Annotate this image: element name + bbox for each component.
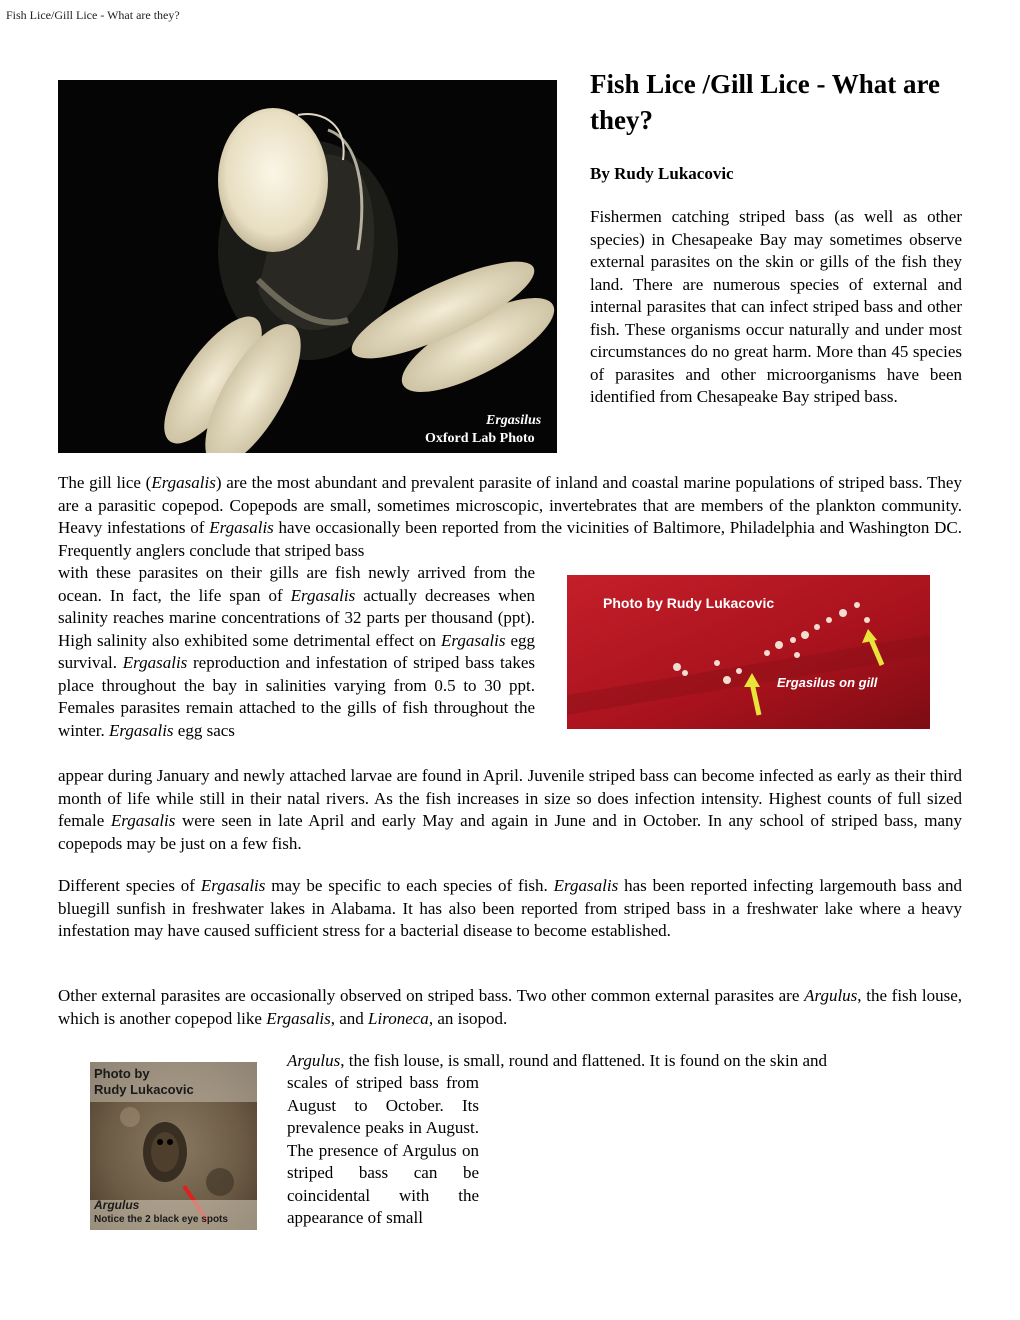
gill-lice-paragraph-top: The gill lice (Ergasalis) are the most abundant and prevalent parasite of inland and coastal marine populations of striped bass. They are a parasitic copepod. Copepods are small, sometimes microscopic, invertebrates that are members of the plankton community. Heavy infestations of Ergasalis have occasionally been reported from the vicinities of Baltimore, Philadelphia and Washington DC. Frequently anglers conclude that striped bass	[58, 473, 963, 560]
argulus-paragraph-top: Argulus, the fish louse, is small, round and flattened. It is found on the skin and	[287, 1051, 828, 1070]
argulus-paragraph-column: scales of striped bass from August to October. Its prevalence peaks in August. The presence of Argulus on striped bass can be coincidental with the appearance of small	[287, 1073, 479, 1227]
argulus-species-label: Argulus	[94, 1198, 140, 1212]
window-title: Fish Lice/Gill Lice - What are they?	[6, 8, 180, 22]
ergasilus-caption-species: Ergasilus	[486, 413, 542, 428]
ergasilus-lab-image	[58, 80, 557, 453]
species-paragraph: Different species of Ergasalis may be specific to each species of fish. Ergasalis has been reported infecting largemouth bass and bluegill sunfish in freshwater lakes in Alabama. It has also been reported from striped bass in a freshwater lake where a heavy infestation may have caused sufficient stress for a bacterial disease to become established.	[58, 876, 962, 940]
gill-lice-paragraph-wrap: with these parasites on their gills are fish newly arrived from the ocean. In fact, the life span of Ergasalis actually decreases when salinity reaches marine concentrations of 32 parts per thousand (ppt). High salinity also exhibited some detrimental effect on Ergasalis egg survival. Ergasalis reproduction and infestation of striped bass takes place throughout the bay in salinities varying from 0.5 to 30 ppt. Females parasites remain attached to the gills of fish throughout the winter. Ergasalis egg sacs	[58, 563, 536, 740]
article-title: Fish Lice /Gill Lice - What are they?	[590, 69, 940, 135]
gill-photo-label: Ergasilus on gill	[777, 675, 878, 690]
argulus-photo	[90, 1062, 257, 1230]
gill-lice-paragraph-bottom: appear during January and newly attached larvae are found in April. Juvenile striped bass can become infected as early as their third month of life while still in their natal rivers. As the fish increases in size so does infection intensity. Highest counts of full sized female Ergasalis were seen in late April and early May and again in June and in October. In any school of striped bass, many copepods may be just on a few fish.	[58, 766, 963, 853]
ergasilus-caption-credit: Oxford Lab Photo	[425, 431, 535, 446]
gill-photo-credit: Photo by Rudy Lukacovic	[603, 595, 775, 611]
argulus-note: Notice the 2 black eye spots	[94, 1214, 228, 1225]
argulus-credit-line2: Rudy Lukacovic	[94, 1082, 194, 1097]
argulus-credit-line1: Photo by	[94, 1066, 150, 1081]
ergasilus-lab-photo	[58, 80, 557, 453]
ergasilus-gill-photo	[567, 575, 930, 729]
article-byline: By Rudy Lukacovic	[590, 164, 734, 183]
intro-paragraph: Fishermen catching striped bass (as well as other species) in Chesapeake Bay may sometimes observe external parasites on the skin or gills of the fish they land. There are numerous species of external and internal parasites that can infect striped bass and other fish. These organisms occur naturally and under most circumstances do no great harm. More than 45 species of parasites and other microorganisms have been identified from Chesapeake Bay striped bass.	[590, 207, 962, 406]
other-parasites-paragraph: Other external parasites are occasionally observed on striped bass. Two other common external parasites are Argulus, the fish louse, which is another copepod like Ergasalis, and Lironeca, an isopod.	[58, 986, 962, 1028]
